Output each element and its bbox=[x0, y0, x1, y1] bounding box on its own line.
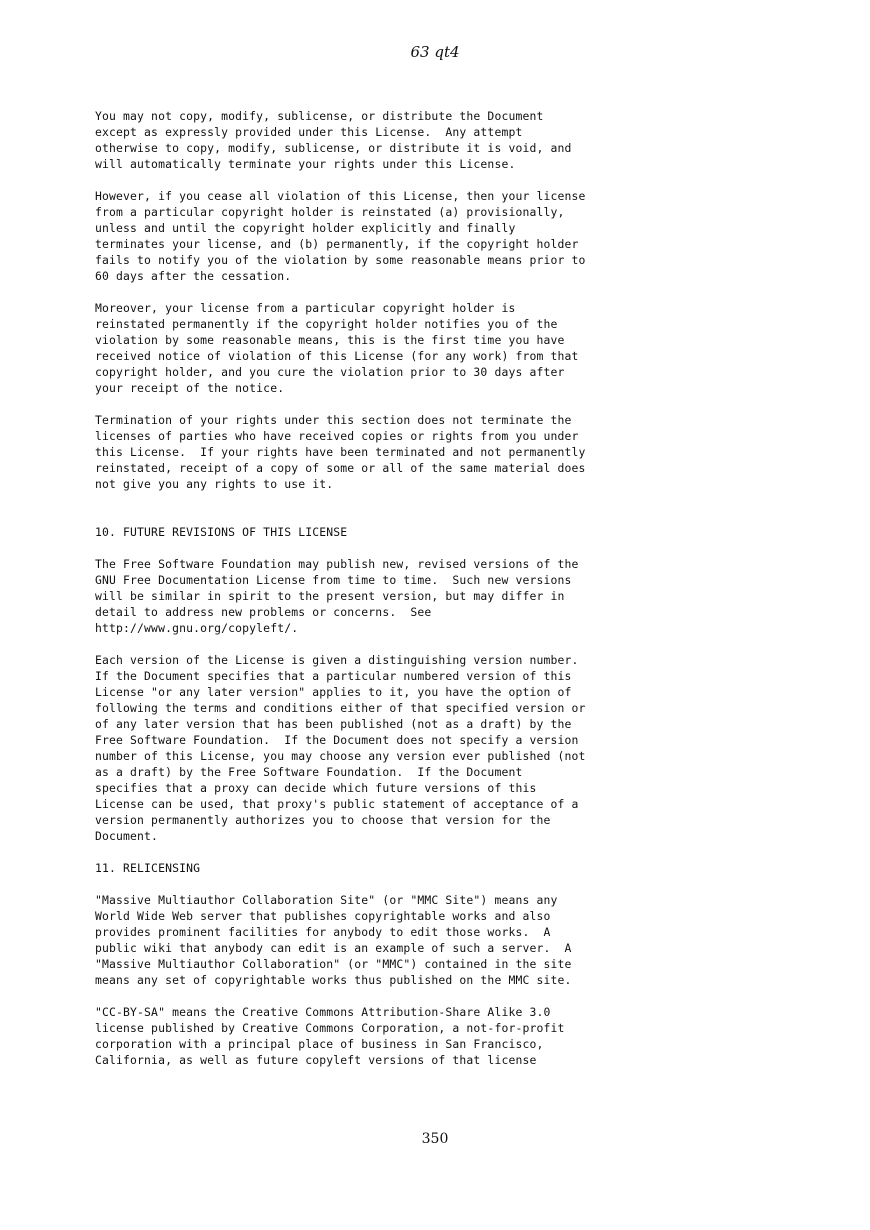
running-header: 63 qt4 bbox=[410, 43, 460, 61]
paragraph-license-reinstatement: However, if you cease all violation of this License, then your license from a particular copyright holder is reinstated (a) provisionally, unless and until the copyright holder explicitly and finally terminates your license, and (b) permanently, if the copyright holder fails to notify you of the violation by some reasonable means prior to 60 days after the cessation. bbox=[95, 189, 586, 283]
document-body bbox=[95, 108, 795, 1084]
section-spacer bbox=[95, 508, 795, 524]
section-heading-future-revisions: 10. FUTURE REVISIONS OF THIS LICENSE bbox=[95, 525, 348, 539]
paragraph-new-versions: The Free Software Foundation may publish new, revised versions of the GNU Free Documentation License from time to time. Such new versions will be similar in spirit to the present version, but may differ in detail to address new problems or concerns. See http://www.gnu.org/copyleft/. bbox=[95, 557, 579, 635]
page-number: 350 bbox=[421, 1131, 449, 1147]
paragraph-permanent-reinstatement: Moreover, your license from a particular copyright holder is reinstated permanently if the copyright holder notifies you of the violation by some reasonable means, this is the first time you have received notice of violation of this License (for any work) from that copyright holder, and you cure the violation prior to 30 days after your receipt of the notice. bbox=[95, 301, 579, 395]
paragraph-cc-by-sa: "CC-BY-SA" means the Creative Commons Attribution-Share Alike 3.0 license published by Creative Commons Corporation, a not-for-profit corporation with a principal place of business in San Francisco, California, as well as future copyleft versions of that license bbox=[95, 1005, 565, 1067]
paragraph-version-numbers: Each version of the License is given a distinguishing version number. If the Document specifies that a particular numbered version of this License "or any later version" applies to it, you have the option of following the terms and conditions either of that specified version or of any later version that has been published (not as a draft) by the Free Software Foundation. If the Document does not specify a version number of this License, you may choose any version ever published (not as a draft) by the Free Software Foundation. If the Document specifies that a proxy can decide which future versions of this License can be used, that proxy's public statement of acceptance of a version permanently authorizes you to choose that version for the Document. bbox=[95, 653, 586, 843]
section-heading-relicensing: 11. RELICENSING bbox=[95, 861, 201, 875]
paragraph-termination-restriction: You may not copy, modify, sublicense, or distribute the Document except as expressly provided under this License. Any attempt otherwise to copy, modify, sublicense, or distribute it is void, and will automatically terminate your rights under this License. bbox=[95, 109, 572, 171]
paragraph-mmc-site: "Massive Multiauthor Collaboration Site" (or "MMC Site") means any World Wide Web server that publishes copyrightable works and also provides prominent facilities for anybody to edit those works. A public wiki that anybody can edit is an example of such a server. A "Massive Multiauthor Collaboration" (or "MMC") contained in the site means any set of copyrightable works thus published on the MMC site. bbox=[95, 893, 572, 987]
paragraph-termination-effects: Termination of your rights under this section does not terminate the licenses of parties who have received copies or rights from you under this License. If your rights have been terminated and not permanently reinstated, receipt of a copy of some or all of the same material does not give you any rights to use it. bbox=[95, 413, 586, 491]
